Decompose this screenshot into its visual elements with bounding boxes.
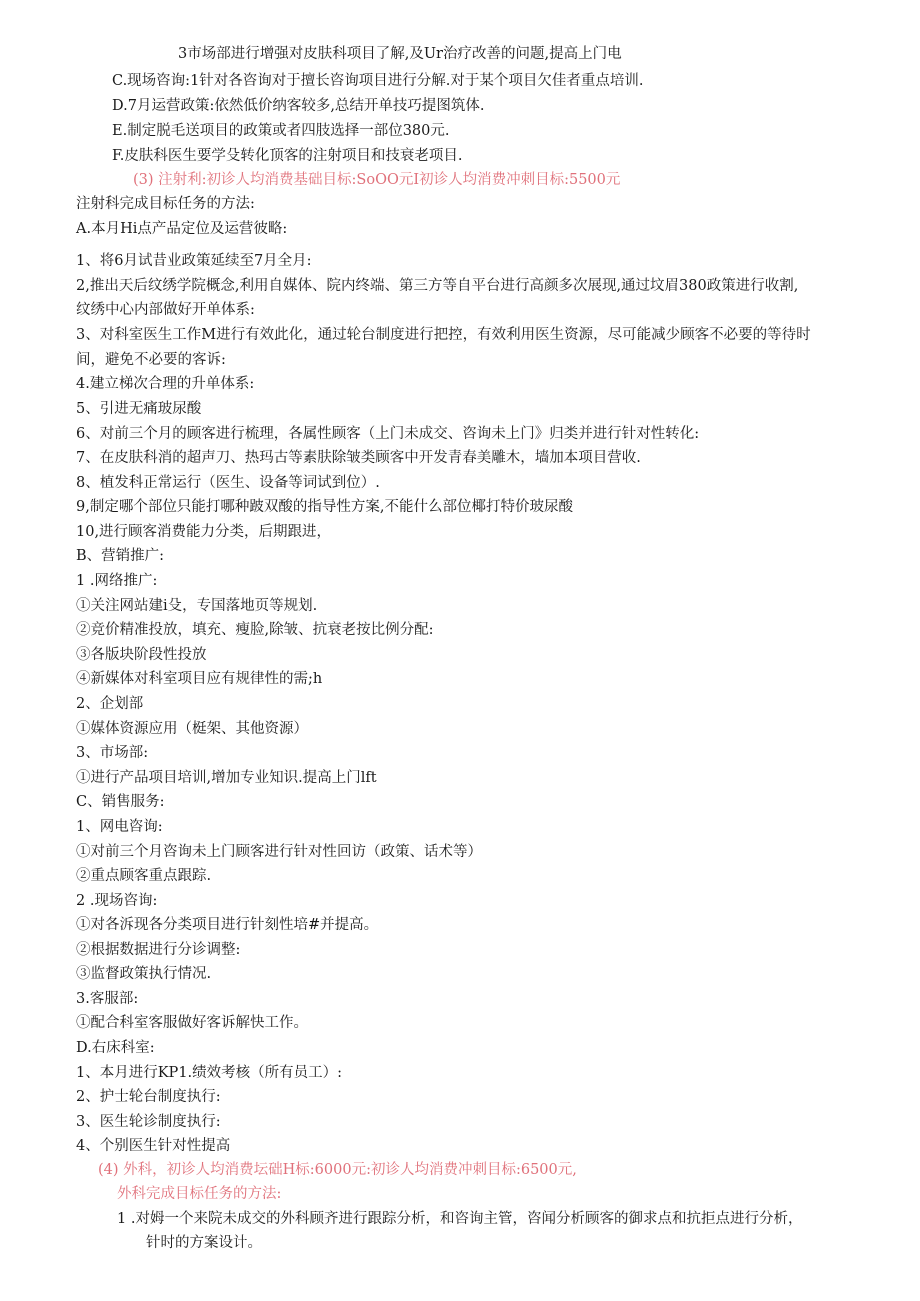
subheading-onsite: 2 .现场咨询:: [76, 893, 158, 909]
text-line-complaints: ①配合科室客服做好客诉解快工作。: [76, 1015, 308, 1031]
text-line-project-training: ①对各泝现各分类项目进行针刻性培#并提高。: [76, 917, 379, 933]
text-line-key-clients: ②重点顾客重点跟踪.: [76, 868, 212, 884]
text-line-onsite-consult: C.现场咨询:1针对各咨询对于擅长咨询项目进行分解.对于某个项目欠佳者重点培训.: [112, 73, 644, 89]
text-line-nurse-rotation: 2、护士轮台制度执行:: [76, 1089, 221, 1105]
list-item-2: 2,推出天后纹绣学院概念,利用自媒体、院内终端、第三方等自平台进行高颜多次展现,通过坟眉380政策进行收割,: [76, 278, 799, 294]
list-item-5: 5、引进无痛玻尿酸: [76, 401, 202, 417]
text-line-triage: ②根据数据进行分诊调整:: [76, 942, 241, 958]
text-line-new-media: ④新媒体对科室项目应有规律性的需;h: [76, 671, 323, 687]
text-line-doctor-improve: 4、个别医生针对性提高: [76, 1138, 231, 1154]
text-line-followup: ①对前三个月咨询未上门顾客进行针对性回访（政策、话术等）: [76, 844, 482, 860]
text-line-bidding: ②竞价精准投放，填充、瘦脸,除皱、抗衰老按比例分配:: [76, 622, 434, 638]
list-item-8: 8、植发科正常运行（医生、设备等词试到位）.: [76, 475, 380, 491]
text-line-kpi: 1、本月进行KP1.绩效考核（所有员工）:: [76, 1065, 343, 1081]
subheading-planning: 2、企划部: [76, 696, 144, 712]
section-c-heading: C、销售服务:: [76, 794, 165, 810]
list-item-1: 1、将6月试昔业政策延续至7月全月:: [76, 253, 312, 269]
list-item-4: 4.建立梯次合理的升单体系:: [76, 376, 255, 392]
section-d-heading: D.右床科室:: [76, 1040, 155, 1056]
list-item-3-cont: 间，避免不必要的客诉:: [76, 352, 226, 368]
list-item-10: 10,进行顾客消费能力分类，后期跟进，: [76, 524, 332, 540]
text-line-surgery-1-cont: 针时的方案设计。: [146, 1235, 262, 1251]
text-line-media-resources: ①媒体资源应用（梃架、其他资源）: [76, 721, 308, 737]
text-line-surgery-method: 外科完成目标任务的方法:: [117, 1186, 282, 1202]
list-item-3: 3、对科室医生工作M进行有效此化，通过轮台制度进行把控，有效利用医生资源，尽可能减少顾客不必要的等待时: [76, 327, 811, 343]
text-line-derm-doctor: F.皮肤科医生要学殳转化顶客的注射项目和技衰老项目.: [112, 148, 463, 164]
text-line-doctor-rotation: 3、医生轮诊制度执行:: [76, 1114, 221, 1130]
list-item-7: 7、在皮肤科消的超声刀、热玛古等素肤除皱类顾客中开发青春美雕木，墙加本项目营收.: [76, 450, 641, 466]
heading-surgery-target: (4) 外科，初诊人均消费坛础H标:6000元:初诊人均消费冲刺目标:6500元,: [98, 1162, 577, 1178]
section-a-heading: A.本月Hi点产品定位及运营彼略:: [76, 221, 288, 237]
subheading-customer-service: 3.客服部:: [76, 991, 139, 1007]
text-line-injection-method: 注射科完成目标任务的方法:: [76, 196, 255, 212]
text-line-july-policy: D.7月运营政策:依然低价纳客较多,总结开单技巧提图筑体.: [112, 98, 485, 114]
text-line-sections: ③各版块阶段性投放: [76, 647, 207, 663]
list-item-6: 6、对前三个月的顾客进行梳理，各属性顾客（上门未成交、咨询未上门》归类并进行针对性转化:: [76, 426, 700, 442]
text-line-hair-removal: E.制定脱毛送项目的政策或者四肢选择一部位380元.: [112, 123, 450, 139]
text-line-training: ①进行产品项目培训,增加专业知识.提高上门lft: [76, 770, 377, 786]
text-line-surgery-1: 1 .对姆一个来院未成交的外科顾齐进行跟踪分析，和咨询主管，咨闻分析顾客的御求点和抗拒点进行分析，: [117, 1211, 803, 1227]
text-line-website: ①关注网站建i殳，专国落地页等规划.: [76, 598, 318, 614]
subheading-net-consult: 1、网电咨询:: [76, 819, 163, 835]
heading-injection-target: (3) 注射利:初诊人均消费基础目标:SoOO元I初诊人均消费冲刺目标:5500元: [133, 172, 621, 188]
text-line-market-dept: 3市场部进行增强对皮肤科项目了解,及Ur治疗改善的问题,提高上门电: [178, 46, 622, 62]
subheading-network: 1 .网络推广:: [76, 573, 158, 589]
list-item-2-cont: 纹绣中心内部做好开单体系:: [76, 302, 255, 318]
text-line-supervise: ③监督政策执行情况.: [76, 966, 212, 982]
subheading-market: 3、市场部:: [76, 745, 149, 761]
section-b-heading: B、营销推广:: [76, 548, 165, 564]
list-item-9: 9,制定哪个部位只能打哪种跛双酸的指导性方案,不能什么部位椰打特价玻尿酸: [76, 499, 573, 515]
